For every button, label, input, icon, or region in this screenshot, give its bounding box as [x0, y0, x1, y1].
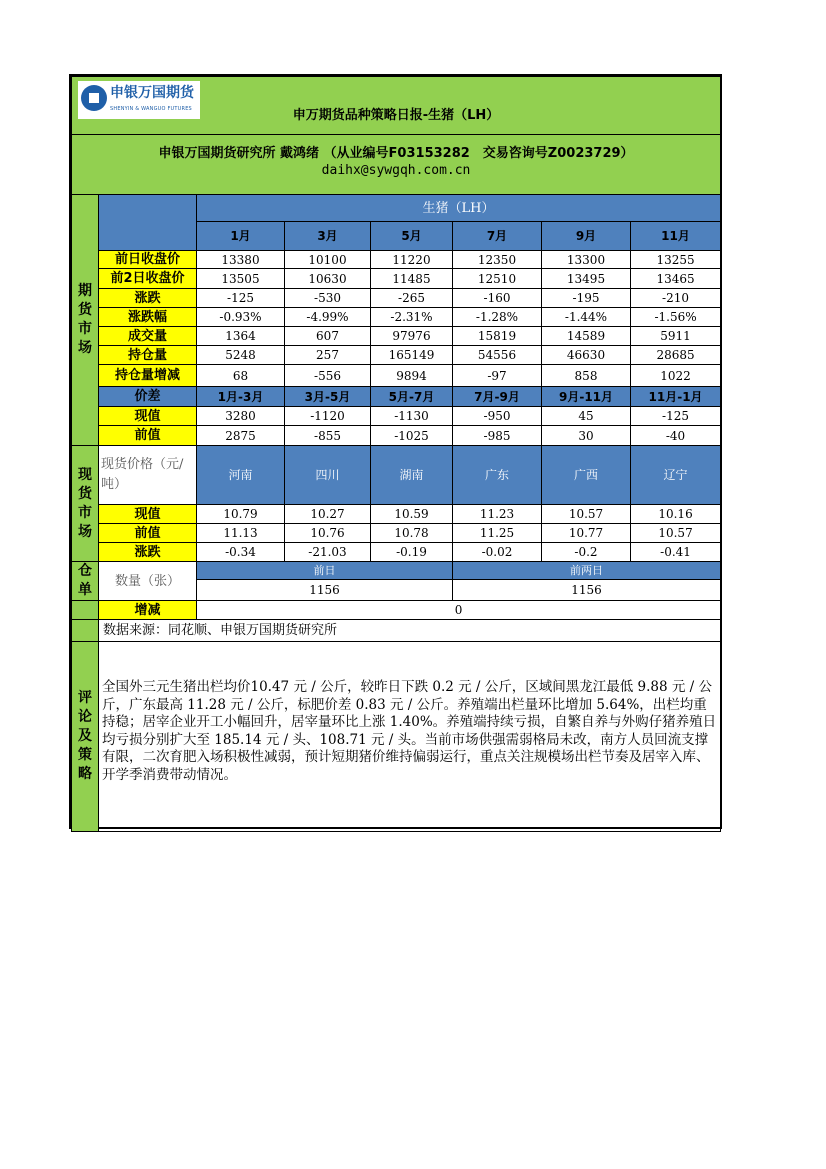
row-label: 持仓量增减	[99, 365, 197, 387]
cell-value: -1.28%	[453, 308, 542, 327]
month-header: 9月	[542, 222, 631, 251]
cell-value: 12510	[453, 269, 542, 289]
table-row	[72, 251, 721, 269]
table-row	[72, 308, 721, 327]
cell-value: -125	[197, 289, 285, 308]
row-label: 现值	[99, 505, 197, 524]
row-label: 前日收盘价	[99, 251, 197, 269]
region-header: 四川	[285, 446, 371, 505]
table-row	[72, 289, 721, 308]
row-label: 增减	[99, 601, 197, 620]
logo-mark-icon	[81, 85, 107, 111]
row-label: 前值	[99, 426, 197, 446]
report-sheet	[69, 74, 722, 829]
data-source: 数据来源：同花顺、申银万国期货研究所	[99, 620, 721, 642]
cell-value: -0.34	[197, 543, 285, 562]
cell-value: 68	[197, 365, 285, 387]
cell-value: 10.77	[542, 524, 631, 543]
month-header: 3月	[285, 222, 371, 251]
cell-value: 12350	[453, 251, 542, 269]
month-header: 5月	[371, 222, 453, 251]
cell-value: 10.76	[285, 524, 371, 543]
row-label: 现值	[99, 407, 197, 426]
cell-value: 9894	[371, 365, 453, 387]
spread-header: 9月-11月	[542, 387, 631, 407]
cell-value: -160	[453, 289, 542, 308]
spread-header: 3月-5月	[285, 387, 371, 407]
logo-subtext: SHENYIN & WANGUO FUTURES	[110, 106, 192, 112]
cell-value: 11.23	[453, 505, 542, 524]
author-line: 申银万国期货研究所 戴鸿绪 （从业编号F03153282 交易咨询号Z0023729）	[158, 145, 634, 161]
cell-value: 10.57	[542, 505, 631, 524]
table-row	[72, 327, 721, 346]
row-label: 涨跌	[99, 543, 197, 562]
cell-value: 45	[542, 407, 631, 426]
cell-value: -97	[453, 365, 542, 387]
cell-value: -950	[453, 407, 542, 426]
cell-value: -210	[631, 289, 721, 308]
spread-header: 7月-9月	[453, 387, 542, 407]
cell-value: 54556	[453, 346, 542, 365]
cell-value: -0.19	[371, 543, 453, 562]
cell-value: -0.93%	[197, 308, 285, 327]
cell-value: -195	[542, 289, 631, 308]
futures-corner-cell	[99, 195, 197, 251]
cell-value: 11485	[371, 269, 453, 289]
table-row	[72, 426, 721, 446]
prev-day-header: 前日	[197, 562, 453, 580]
author-cell	[72, 135, 721, 195]
cell-value: 13300	[542, 251, 631, 269]
region-header: 湖南	[371, 446, 453, 505]
cell-value: 11220	[371, 251, 453, 269]
table-row	[72, 269, 721, 289]
change-value: 0	[197, 601, 721, 620]
cell-value: 1364	[197, 327, 285, 346]
cell-value: 1022	[631, 365, 721, 387]
cell-value: 15819	[453, 327, 542, 346]
row-label: 涨跌	[99, 289, 197, 308]
source-spacer-cell	[72, 620, 99, 642]
warehouse-spacer-cell	[72, 601, 99, 620]
futures-product-header: 生猪（LH）	[197, 195, 721, 222]
cell-value: 13505	[197, 269, 285, 289]
spread-header: 1月-3月	[197, 387, 285, 407]
prev2-day-header: 前两日	[453, 562, 721, 580]
table-row	[72, 543, 721, 562]
table-row	[72, 346, 721, 365]
cell-value: 11.25	[453, 524, 542, 543]
table-row	[72, 365, 721, 387]
spread-header: 11月-1月	[631, 387, 721, 407]
region-header: 广西	[542, 446, 631, 505]
row-label: 涨跌幅	[99, 308, 197, 327]
region-header: 广东	[453, 446, 542, 505]
logo-text: 申银万国期货	[110, 85, 194, 101]
commentary-text: 全国外三元生猪出栏均价10.47 元 / 公斤，较昨日下跌 0.2 元 / 公斤，区域间黑龙江最低 9.88 元 / 公斤，广东最高 11.28 元 / 公斤，标肥价差 0.83 元 / 公斤。养殖端出栏量环比增加 5.64%，出栏均重持稳；居宰企业开工小幅回升，居宰量环比上涨 1.40%。养殖端持续亏损，自繁自养与外购仔猪养殖日均亏损分别扩大至 185.14 元 / 头、108.71 元 / 头。当前市场供强需弱格局未改，南方人员回流支撑有限，二次育肥入场积极性减弱，预计短期猪价维持偏弱运行，重点关注规模场出栏节奏及居宰入库、开学季消费带动情况。	[99, 642, 721, 832]
cell-value: -530	[285, 289, 371, 308]
cell-value: 13495	[542, 269, 631, 289]
row-label: 持仓量	[99, 346, 197, 365]
cell-value: -1.56%	[631, 308, 721, 327]
cell-value: 10.59	[371, 505, 453, 524]
cell-value: 5911	[631, 327, 721, 346]
cell-value: 3280	[197, 407, 285, 426]
table-row	[72, 601, 721, 620]
table-row	[72, 505, 721, 524]
cell-value: -1025	[371, 426, 453, 446]
month-header: 1月	[197, 222, 285, 251]
cell-value: -4.99%	[285, 308, 371, 327]
month-header: 7月	[453, 222, 542, 251]
cell-value: 10100	[285, 251, 371, 269]
spot-price-label: 现货价格（元/吨）	[99, 446, 197, 505]
report-title-cell	[72, 77, 721, 135]
cell-value: 10.16	[631, 505, 721, 524]
cell-value: -1130	[371, 407, 453, 426]
cell-value: -985	[453, 426, 542, 446]
cell-value: 5248	[197, 346, 285, 365]
table-row	[72, 407, 721, 426]
report-title: 申万期货品种策略日报-生猪（LH）	[292, 108, 500, 123]
row-label: 前值	[99, 524, 197, 543]
cell-value: -0.02	[453, 543, 542, 562]
cell-value: 13465	[631, 269, 721, 289]
report-table	[71, 76, 721, 832]
cell-value: 10.57	[631, 524, 721, 543]
cell-value: -265	[371, 289, 453, 308]
cell-value: 46630	[542, 346, 631, 365]
warehouse-qty-label: 数量（张）	[99, 562, 197, 601]
warehouse-section-label: 仓单	[72, 562, 99, 601]
cell-value: -855	[285, 426, 371, 446]
cell-value: 10.79	[197, 505, 285, 524]
cell-value: 10.27	[285, 505, 371, 524]
author-email[interactable]: daihx@sywgqh.com.cn	[321, 162, 471, 178]
cell-value: -0.41	[631, 543, 721, 562]
cell-value: 10.78	[371, 524, 453, 543]
cell-value: 10630	[285, 269, 371, 289]
commentary-section-label: 评论及策略	[72, 642, 99, 832]
cell-value: -0.2	[542, 543, 631, 562]
cell-value: -2.31%	[371, 308, 453, 327]
spread-header-row	[72, 387, 721, 407]
cell-value: -556	[285, 365, 371, 387]
cell-value: 257	[285, 346, 371, 365]
cell-value: 165149	[371, 346, 453, 365]
row-label: 前2日收盘价	[99, 269, 197, 289]
cell-value: 13380	[197, 251, 285, 269]
region-header: 河南	[197, 446, 285, 505]
cell-value: 607	[285, 327, 371, 346]
cell-value: 14589	[542, 327, 631, 346]
cell-value: 30	[542, 426, 631, 446]
futures-section-label: 期货市场	[72, 195, 99, 446]
cell-value: -21.03	[285, 543, 371, 562]
cell-value: 28685	[631, 346, 721, 365]
row-label: 成交量	[99, 327, 197, 346]
cell-value: 2875	[197, 426, 285, 446]
region-header: 辽宁	[631, 446, 721, 505]
cell-value: 13255	[631, 251, 721, 269]
company-logo	[78, 81, 200, 119]
table-row	[72, 524, 721, 543]
spread-header: 5月-7月	[371, 387, 453, 407]
month-header: 11月	[631, 222, 721, 251]
cell-value: -125	[631, 407, 721, 426]
cell-value: -1.44%	[542, 308, 631, 327]
cell-value: -1120	[285, 407, 371, 426]
spot-section-label: 现货市场	[72, 446, 99, 562]
spread-label: 价差	[99, 387, 197, 407]
cell-value: 97976	[371, 327, 453, 346]
prev2-day-value: 1156	[453, 579, 721, 600]
cell-value: -40	[631, 426, 721, 446]
prev-day-value: 1156	[197, 579, 453, 600]
cell-value: 858	[542, 365, 631, 387]
cell-value: 11.13	[197, 524, 285, 543]
